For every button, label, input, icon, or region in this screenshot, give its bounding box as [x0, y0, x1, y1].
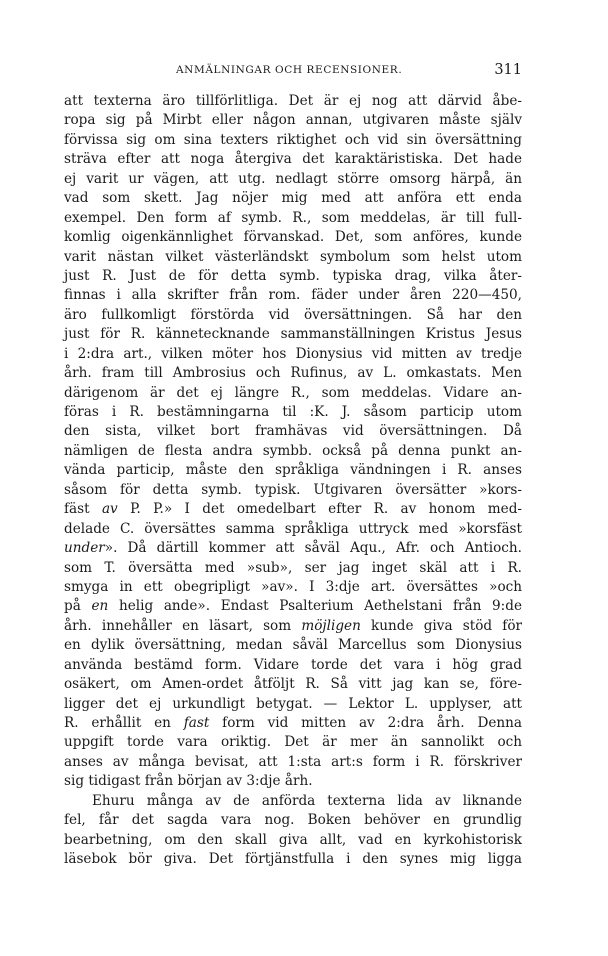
line-text: bearbetning, om den skall giva allt, vad en kyrkohistorisk: [64, 831, 522, 848]
line-text: sträva efter att noga återgiva det karaktäristiska. Det hade: [64, 151, 522, 168]
line-text: helig ande». Endast Psalterium Aethelstani från 9:de: [108, 598, 522, 615]
line-text: att texterna äro tillförlitliga. Det är ej nog att därvid åbe-: [64, 93, 522, 109]
line-text: nämligen de flesta andra symbb. också på denna punkt an-: [64, 442, 522, 459]
line-text: ropa sig på Mirbt eller någon annan, utgivaren måste själv: [64, 112, 522, 129]
line-text: Ehuru många av de anförda texterna lida av liknande: [92, 792, 522, 809]
line-text: använda bestämd form. Vidare torde det vara i hög grad: [64, 656, 522, 673]
line-text: läsebok bör giva. Det förtjänstfulla i den synes mig ligga: [64, 851, 522, 868]
text-line: [64, 597, 522, 616]
text-line: [64, 520, 522, 539]
line-text: i 2:dra art., vilken möter hos Dionysius vid mitten av tredje: [64, 345, 522, 362]
text-line: [64, 345, 522, 364]
line-text: delade C. översättes samma språkliga uttryck med »korsfäst: [64, 520, 522, 537]
line-text: osäkert, om Amen-ordet åtföljt R. Så vitt jag kan se, före-: [64, 676, 522, 693]
text-line: [64, 403, 522, 422]
italic-word: en: [91, 598, 109, 615]
text-line: [64, 131, 522, 150]
text-line: [64, 286, 522, 305]
line-text: föras i R. bestämningarna til :K. J. såsom particip utom: [64, 404, 522, 420]
running-title: ANMÄLNINGAR OCH RECENSIONER.: [176, 64, 403, 76]
text-line: [64, 384, 522, 403]
line-text: just R. Just de för detta symb. typiska drag, vilka åter-: [64, 267, 522, 284]
text-line: [64, 850, 522, 869]
italic-word: av: [101, 501, 118, 518]
text-line: [64, 578, 522, 597]
line-text: ej varit ur vägen, att utg. nedlagt större omsorg härpå, än: [64, 170, 522, 187]
line-text: äro fullkomligt förstörda vid översättningen. Så har den: [64, 306, 522, 323]
text-line: [64, 656, 522, 675]
line-text: en dylik översättning, medan såväl Marcellus som Dionysius: [64, 637, 522, 654]
line-text: årh. innehåller en läsart, som: [64, 617, 302, 634]
text-line: [64, 811, 522, 830]
text-line: [64, 559, 522, 578]
line-text: anses av många bevisat, att 1:sta art:s form i R. förskriver: [64, 753, 522, 770]
text-line: [64, 500, 522, 519]
line-text: årh. fram till Ambrosius och Rufinus, av L. omkastats. Men: [64, 365, 522, 382]
running-head: [64, 62, 522, 82]
line-text: just för R. kännetecknande sammanställningen Kristus Jesus: [64, 326, 522, 343]
line-text: vad som skett. Jag nöjer mig med att anföra ett enda: [64, 190, 522, 207]
text-line: [64, 675, 522, 694]
text-line: [64, 248, 522, 267]
text-line: [64, 714, 522, 733]
line-text: finnas i alla skrifter från rom. fäder under åren 220—450,: [64, 287, 522, 304]
line-text: därigenom är det ej längre R., som meddelas. Vidare an-: [64, 384, 522, 401]
text-line: [64, 92, 522, 111]
text-line: [64, 772, 522, 791]
text-line: [64, 111, 522, 130]
line-text: form vid mitten av 2:dra årh. Denna: [209, 715, 522, 731]
text-line: [64, 325, 522, 344]
line-text: uppgift torde vara oriktig. Det är mer än sannolikt och: [64, 734, 522, 751]
text-line: [64, 150, 522, 169]
text-line: [64, 733, 522, 752]
line-text: varit nästan vilket västerländskt symbolum som helst utom: [64, 248, 522, 265]
text-line: [64, 539, 522, 558]
text-line: [64, 442, 522, 461]
text-line: [64, 695, 522, 714]
line-text: vända particip, måste den språkliga vändningen i R. anses: [64, 462, 522, 479]
italic-word: under: [64, 540, 105, 557]
text-line: [64, 636, 522, 655]
line-text: exempel. Den form af symb. R., som meddelas, är till full-: [64, 209, 522, 226]
line-text: fäst: [64, 501, 102, 518]
line-text: förvissa sig om sina texters riktighet och vid sin översättning: [64, 131, 522, 148]
line-text: P. P.» I det omedelbart efter R. av honom med-: [117, 501, 522, 518]
italic-word: möjligen: [301, 617, 361, 634]
text-line: [64, 364, 522, 383]
text-line: [64, 267, 522, 286]
line-text: smyga in ett obegripligt »av». I 3:dje art. översättes »och: [64, 578, 522, 595]
text-line: [64, 481, 522, 500]
text-line: [64, 306, 522, 325]
text-line: [64, 422, 522, 441]
page-number: 311: [494, 62, 522, 78]
italic-word: fast: [183, 715, 210, 731]
text-line: [64, 170, 522, 189]
line-text: såsom för detta symb. typisk. Utgivaren översätter »kors-: [64, 481, 522, 498]
line-text: kunde giva stöd för: [360, 617, 523, 634]
text-line: [64, 461, 522, 480]
line-text: sig tidigast från början av 3:dje årh.: [64, 773, 313, 790]
line-text: som T. översätta med »sub», ser jag inget skäl att i R.: [64, 559, 522, 576]
line-text: på: [64, 598, 92, 615]
line-text: R. erhållit en: [64, 715, 184, 731]
line-text: ». Då därtill kommer att såväl Aqu., Afr. och Antioch.: [104, 540, 522, 557]
line-text: ligger det ej urkundligt betygat. — Lektor L. upplyser, att: [64, 695, 522, 712]
text-line: [64, 617, 522, 636]
text-line: [64, 228, 522, 247]
line-text: komlig oigenkännlighet förvanskad. Det, som anföres, kunde: [64, 229, 522, 246]
text-line: [64, 753, 522, 772]
text-line: [64, 189, 522, 208]
text-line: [64, 831, 522, 850]
body-text: [64, 92, 522, 870]
text-line: [64, 209, 522, 228]
text-line: [64, 792, 522, 811]
line-text: den sista, vilket bort framhävas vid översättningen. Då: [64, 423, 522, 440]
line-text: fel, får det sagda vara nog. Boken behöver en grundlig: [64, 812, 522, 829]
